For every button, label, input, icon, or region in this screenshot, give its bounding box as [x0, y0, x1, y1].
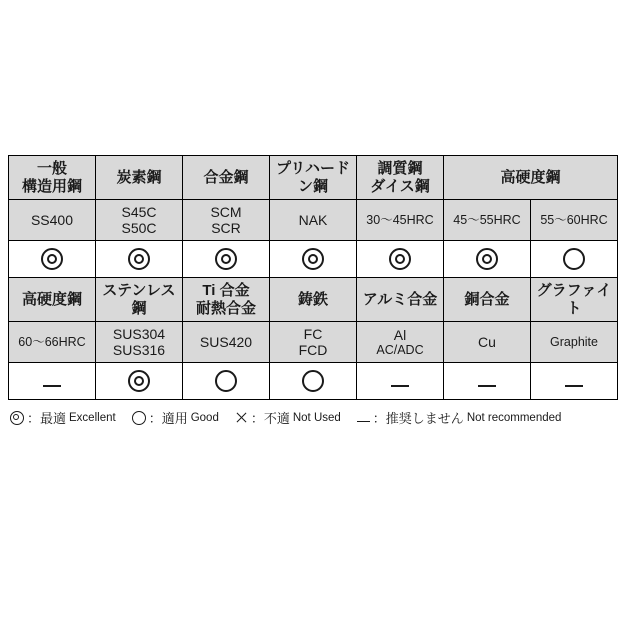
material-grade-cell — [96, 322, 183, 363]
material-grade-label: 45～55HRC — [453, 212, 521, 227]
rating-cell — [270, 363, 357, 400]
rating-cell — [9, 363, 96, 400]
material-grade-cell — [357, 322, 444, 363]
material-grade-label: SS400 — [30, 211, 74, 228]
rating-cell — [531, 363, 618, 400]
legend-label-jp: ：不適 — [250, 411, 290, 426]
rating-cell — [270, 241, 357, 278]
material-grade-label: SUS304 — [112, 325, 166, 342]
rating-cell — [444, 241, 531, 278]
material-category-cell — [96, 278, 183, 322]
material-category-cell — [357, 278, 444, 322]
rating-cell — [183, 241, 270, 278]
dash-icon — [43, 385, 61, 387]
material-category-cell — [357, 156, 444, 200]
double-circle-icon — [128, 248, 150, 270]
double-circle-icon — [41, 248, 63, 270]
table-row — [9, 363, 618, 400]
material-category-label: 銅合金 — [464, 290, 510, 308]
table-row — [9, 156, 618, 200]
rating-cell — [9, 241, 96, 278]
material-grade-label: 30～45HRC — [366, 212, 434, 227]
material-category-cell — [270, 278, 357, 322]
material-compatibility-table — [8, 155, 618, 400]
material-category-label: ステンレス鋼 — [102, 282, 176, 317]
rating-cell — [96, 241, 183, 278]
material-category-cell — [183, 278, 270, 322]
legend-item — [235, 408, 341, 427]
material-grade-label: SUS316 — [112, 342, 166, 358]
material-category-label: プリハードン鋼 — [276, 160, 350, 195]
material-category-label: ダイス鋼 — [370, 177, 430, 195]
material-category-label: 合金鋼 — [203, 168, 249, 186]
material-category-cell — [96, 156, 183, 200]
material-grade-label: 55～60HRC — [540, 212, 608, 227]
table-row — [9, 322, 618, 363]
material-grade-label: FC — [303, 325, 323, 342]
double-circle-icon — [128, 370, 150, 392]
double-circle-icon — [476, 248, 498, 270]
material-grade-cell — [531, 200, 618, 241]
material-category-label: 炭素鋼 — [116, 168, 162, 186]
material-grade-cell — [531, 322, 618, 363]
material-grade-label: S50C — [121, 220, 157, 236]
material-category-label: グラファイト — [536, 282, 612, 317]
legend-label-jp: ：推奨しません — [372, 411, 464, 426]
legend-label-jp: ：適用 — [148, 411, 188, 426]
double-circle-icon — [389, 248, 411, 270]
material-grade-cell — [9, 200, 96, 241]
double-circle-icon — [10, 411, 24, 425]
material-grade-label: NAK — [298, 211, 328, 228]
cross-icon — [235, 411, 248, 424]
circle-icon — [215, 370, 237, 392]
double-circle-icon — [215, 248, 237, 270]
legend-label-en: Excellent — [69, 411, 116, 424]
material-category-label: 高硬度鋼 — [500, 168, 561, 186]
dash-icon — [565, 385, 583, 387]
material-grade-cell — [444, 200, 531, 241]
rating-cell — [444, 363, 531, 400]
material-grade-label: SUS420 — [199, 333, 253, 350]
rating-cell — [357, 363, 444, 400]
material-category-cell — [9, 278, 96, 322]
material-category-label: 構造用鋼 — [21, 177, 82, 195]
material-category-cell — [531, 278, 618, 322]
material-grade-label: 60～66HRC — [18, 334, 86, 349]
rating-cell — [183, 363, 270, 400]
legend-item — [357, 408, 562, 427]
material-category-cell — [444, 278, 531, 322]
circle-icon — [563, 248, 585, 270]
dash-icon — [357, 421, 370, 422]
rating-cell — [96, 363, 183, 400]
circle-icon — [302, 370, 324, 392]
material-category-cell — [270, 156, 357, 200]
table-body — [9, 156, 618, 400]
material-category-label: 高硬度鋼 — [21, 290, 82, 308]
material-grade-label: Cu — [478, 333, 496, 350]
material-grade-cell — [9, 322, 96, 363]
material-category-cell — [9, 156, 96, 200]
material-category-label: 鋳鉄 — [297, 290, 328, 308]
legend — [8, 400, 617, 427]
material-grade-cell — [444, 322, 531, 363]
legend-label-en: Good — [190, 411, 219, 424]
material-category-label: 調質鋼 — [377, 160, 423, 178]
double-circle-icon — [302, 248, 324, 270]
material-category-label: 一般 — [36, 160, 67, 178]
rating-cell — [357, 241, 444, 278]
material-grade-label: SCR — [211, 220, 241, 236]
material-category-label: アルミ合金 — [362, 290, 438, 308]
material-grade-cell — [183, 322, 270, 363]
material-grade-cell — [357, 200, 444, 241]
table-row — [9, 241, 618, 278]
legend-label-en: Not Used — [292, 411, 341, 424]
material-grade-label: FCD — [298, 342, 328, 358]
material-category-label: 耐熱合金 — [195, 299, 256, 317]
material-grade-cell — [183, 200, 270, 241]
material-category-cell — [183, 156, 270, 200]
table-row — [9, 200, 618, 241]
material-grade-cell — [270, 322, 357, 363]
material-grade-label: S45C — [121, 203, 157, 220]
dash-icon — [391, 385, 409, 387]
material-grade-label: Graphite — [550, 334, 598, 349]
table-row — [9, 278, 618, 322]
material-grade-cell — [96, 200, 183, 241]
rating-cell — [531, 241, 618, 278]
legend-item — [10, 408, 116, 427]
circle-icon — [132, 411, 146, 425]
material-category-label: Ti 合金 — [202, 282, 250, 300]
compatibility-sheet — [8, 155, 617, 427]
legend-label-en: Not recommended — [466, 411, 562, 424]
legend-label-jp: ：最適 — [27, 411, 67, 426]
legend-item — [132, 408, 219, 427]
material-grade-label: AC/ADC — [376, 342, 424, 357]
material-grade-label: Al — [393, 326, 407, 343]
material-grade-cell — [270, 200, 357, 241]
material-grade-label: SCM — [210, 203, 242, 220]
material-category-cell — [444, 156, 618, 200]
dash-icon — [478, 385, 496, 387]
